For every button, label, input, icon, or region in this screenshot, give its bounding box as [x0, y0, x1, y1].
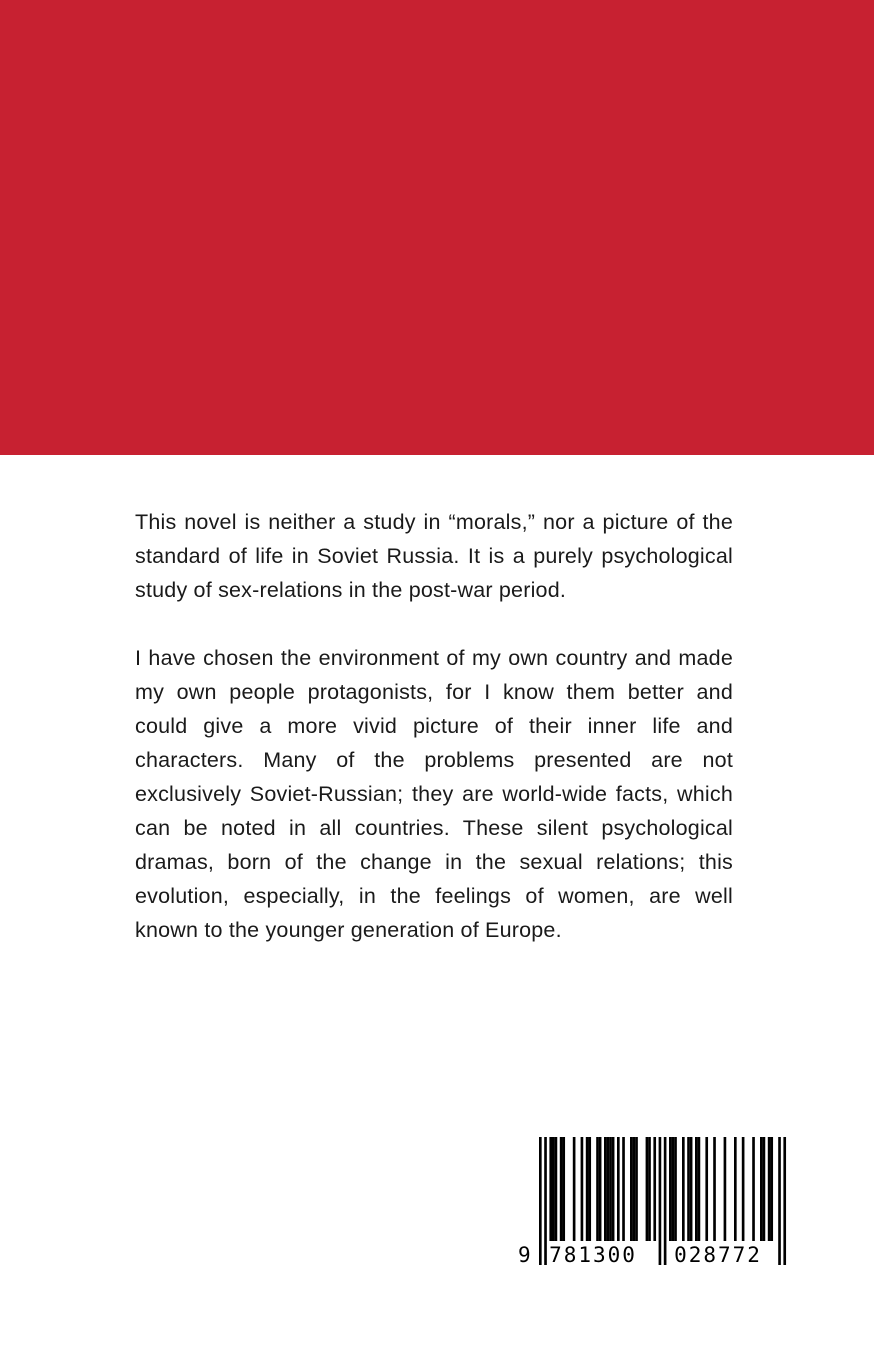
barcode-bar [687, 1137, 690, 1241]
barcode-bar [734, 1137, 737, 1241]
red-color-band [0, 0, 874, 455]
barcode-bar [612, 1137, 615, 1241]
barcode-bar [544, 1137, 547, 1265]
barcode-bar [630, 1137, 633, 1241]
barcode-bar [622, 1137, 625, 1241]
barcode-bar [768, 1137, 771, 1241]
barcode-left-digits: 781300 [549, 1243, 637, 1267]
barcode-bar [549, 1137, 552, 1241]
barcode-bar [664, 1137, 667, 1265]
barcode-bar [596, 1137, 599, 1241]
back-cover-blurb [135, 505, 733, 947]
barcode-bar [599, 1137, 602, 1241]
barcode-bar [646, 1137, 649, 1241]
barcode-bar [672, 1137, 675, 1241]
isbn-barcode [512, 1133, 794, 1271]
barcode-bar [581, 1137, 584, 1241]
barcode-bar [659, 1137, 662, 1265]
barcode-bar [669, 1137, 672, 1241]
barcode-bar [562, 1137, 565, 1241]
barcode-bar [760, 1137, 763, 1241]
barcode-bar [604, 1137, 607, 1241]
barcode-bar [648, 1137, 651, 1241]
barcode-bar [724, 1137, 727, 1241]
barcode-bar [713, 1137, 716, 1241]
blurb-paragraph-2: I have chosen the environment of my own country and made my own people protagonists, for I know them better and could give a more vivid picture of their inner life and characters. Many of the problems presented are not exclusively Soviet-Russian; they are world-wide facts, which can be noted in all countries. These silent psychological dramas, born of the change in the sexual relations; this evolution, especially, in the feelings of women, are well known to the younger generation of Europe. [135, 646, 733, 942]
barcode-right-digits: 028772 [674, 1243, 762, 1267]
barcode-bar [763, 1137, 766, 1241]
barcode-bar [742, 1137, 745, 1241]
barcode-bar [778, 1137, 781, 1265]
barcode-lead-digit: 9 [518, 1243, 531, 1267]
barcode-bar [695, 1137, 698, 1241]
barcode-bar [607, 1137, 610, 1241]
barcode-bar [635, 1137, 638, 1241]
barcode-bar [588, 1137, 591, 1241]
barcode-bar [653, 1137, 656, 1241]
barcode-bar [674, 1137, 677, 1241]
barcode-bar [617, 1137, 620, 1241]
barcode-bar [586, 1137, 589, 1241]
barcode-bar [560, 1137, 563, 1241]
barcode-graphic [512, 1133, 794, 1271]
barcode-bar [783, 1137, 786, 1265]
barcode-bar [633, 1137, 636, 1241]
barcode-bar [705, 1137, 708, 1241]
barcode-bar [539, 1137, 542, 1265]
barcode-bar [752, 1137, 755, 1241]
barcode-bar [609, 1137, 612, 1241]
barcode-bar [698, 1137, 701, 1241]
barcode-bar [682, 1137, 685, 1241]
barcode-bar [690, 1137, 693, 1241]
barcode-bar [555, 1137, 558, 1241]
barcode-bar [770, 1137, 773, 1241]
blurb-paragraph-1: This novel is neither a study in “morals,” nor a picture of the standard of life in Soviet Russia. It is a purely psychological study of sex-relations in the post-war period. [135, 510, 733, 602]
barcode-bar [573, 1137, 576, 1241]
barcode-bar [552, 1137, 555, 1241]
